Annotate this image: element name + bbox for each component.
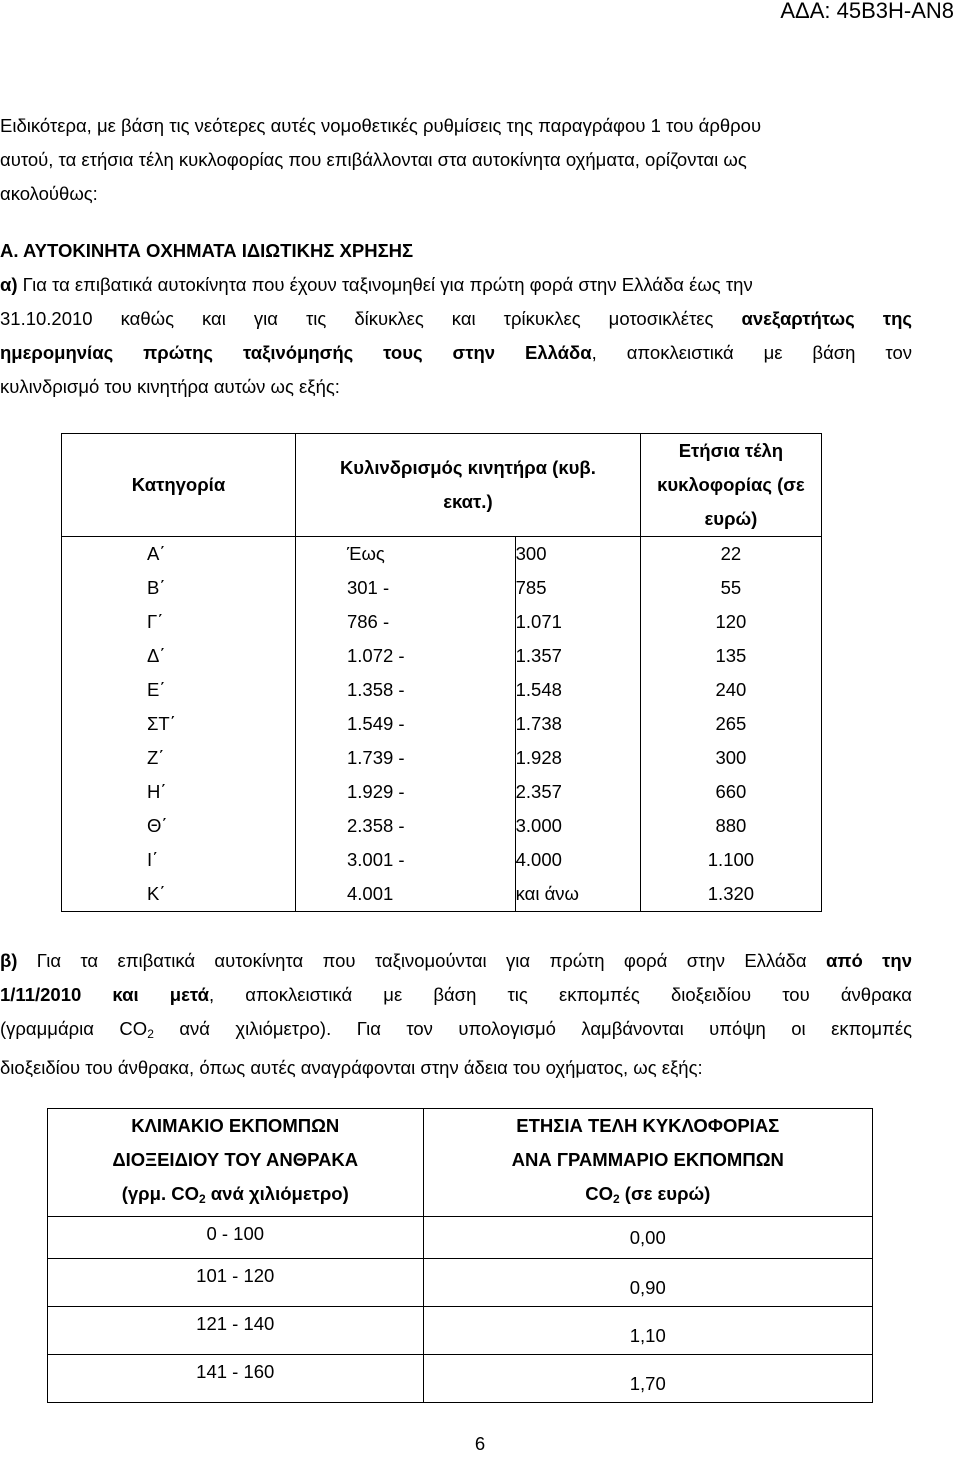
intro-line: ακολούθως:	[0, 183, 98, 204]
table-row: Η΄ 1.929 - 2.357 660	[62, 775, 822, 809]
section-a-line: α) Για τα επιβατικά αυτοκίνητα που έχουν ταξινομηθεί για πρώτη φορά στην Ελλάδα έως την	[0, 274, 753, 295]
header-cylinder: Κυλινδρισμός κινητήρα (κυβ. εκατ.)	[295, 434, 640, 537]
page-number: 6	[474, 1433, 486, 1454]
section-b-line: 1/11/2010 και μετά, αποκλειστικά με βάση τις εκπομπές διοξειδίου του άνθρακα	[0, 984, 913, 1005]
header-category: Κατηγορία	[62, 434, 296, 537]
section-b-line: β) Για τα επιβατικά αυτοκίνητα που ταξινομούνται για πρώτη φορά στην Ελλάδα από την	[0, 950, 912, 971]
table-row: ΣΤ΄ 1.549 - 1.738 265	[62, 707, 822, 741]
table-row: 0 - 100 0,00	[48, 1217, 873, 1259]
table-row: Β΄ 301 - 785 55	[62, 571, 822, 605]
section-b-paragraph	[0, 944, 912, 1085]
cylinder-fee-table	[61, 433, 822, 912]
section-a-paragraph	[0, 268, 912, 404]
table-row: Γ΄ 786 - 1.071 120	[62, 605, 822, 639]
section-a-heading: Α. ΑΥΤΟΚΙΝΗΤΑ ΟΧΗΜΑΤΑ ΙΔΙΩΤΙΚΗΣ ΧΡΗΣΗΣ	[0, 240, 414, 261]
table-row: Κ΄ 4.001 και άνω 1.320	[62, 877, 822, 912]
table-row: Α΄ Έως 300 22	[62, 537, 822, 572]
section-b-line: (γραμμάρια $CO_2$ ανά χιλιόμετρο). Για τον υπολογισμό λαμβάνονται υπόψη οι εκπομπές	[0, 1018, 912, 1041]
table-header-row	[48, 1109, 873, 1217]
section-b-line: διοξειδίου του άνθρακα, όπως αυτές αναγράφονται στην άδεια του οχήματος, ως εξής:	[0, 1057, 703, 1078]
section-a-line: 31.10.2010 καθώς και για τις δίκυκλες και τρίκυκλες μοτοσικλέτες ανεξαρτήτως της	[0, 308, 912, 329]
intro-line: Ειδικότερα, με βάση τις νεότερες αυτές νομοθετικές ρυθμίσεις της παραγράφου 1 του άρθρου	[0, 115, 762, 136]
header-emission-range: ΚΛΙΜΑΚΙΟ ΕΚΠΟΜΠΩΝ ΔΙΟΞΕΙΔΙΟΥ ΤΟΥ ΑΝΘΡΑΚΑ (γρμ. $CO_2$ ανά χιλιόμετρο)	[48, 1109, 424, 1217]
table-row: 121 - 140 1,10	[48, 1307, 873, 1355]
table-row: Θ΄ 2.358 - 3.000 880	[62, 809, 822, 843]
table-row: Δ΄ 1.072 - 1.357 135	[62, 639, 822, 673]
table-row: Ζ΄ 1.739 - 1.928 300	[62, 741, 822, 775]
section-a-line: κυλινδρισμό του κινητήρα αυτών ως εξής:	[0, 376, 340, 397]
section-b-label: β)	[0, 950, 18, 971]
document-ada-code: ΑΔΑ: 45Β3Η-ΑΝ8	[780, 0, 954, 23]
intro-paragraph	[0, 109, 912, 211]
intro-line: αυτού, τα ετήσια τέλη κυκλοφορίας που επιβάλλονται στα αυτοκίνητα οχήματα, ορίζονται ως	[0, 149, 747, 170]
table-row: 101 - 120 0,90	[48, 1259, 873, 1307]
table-row: 141 - 160 1,70	[48, 1355, 873, 1403]
co2-fee-table	[47, 1108, 873, 1403]
table-row: Ε΄ 1.358 - 1.548 240	[62, 673, 822, 707]
header-fee-per-gram: ΕΤΗΣΙΑ ΤΕΛΗ ΚΥΚΛΟΦΟΡΙΑΣ ΑΝΑ ΓΡΑΜΜΑΡΙΟ ΕΚΠΟΜΠΩΝ $CO_2$ (σε ευρώ)	[423, 1109, 872, 1217]
table-row: Ι΄ 3.001 - 4.000 1.100	[62, 843, 822, 877]
table-header-row	[62, 434, 822, 537]
section-a-label: α)	[0, 274, 18, 295]
section-a-line: ημερομηνίας πρώτης ταξινόμησής τους στην Ελλάδα, αποκλειστικά με βάση τον	[0, 342, 912, 363]
header-annual-fee: Ετήσια τέλη κυκλοφορίας (σε ευρώ)	[640, 434, 821, 537]
